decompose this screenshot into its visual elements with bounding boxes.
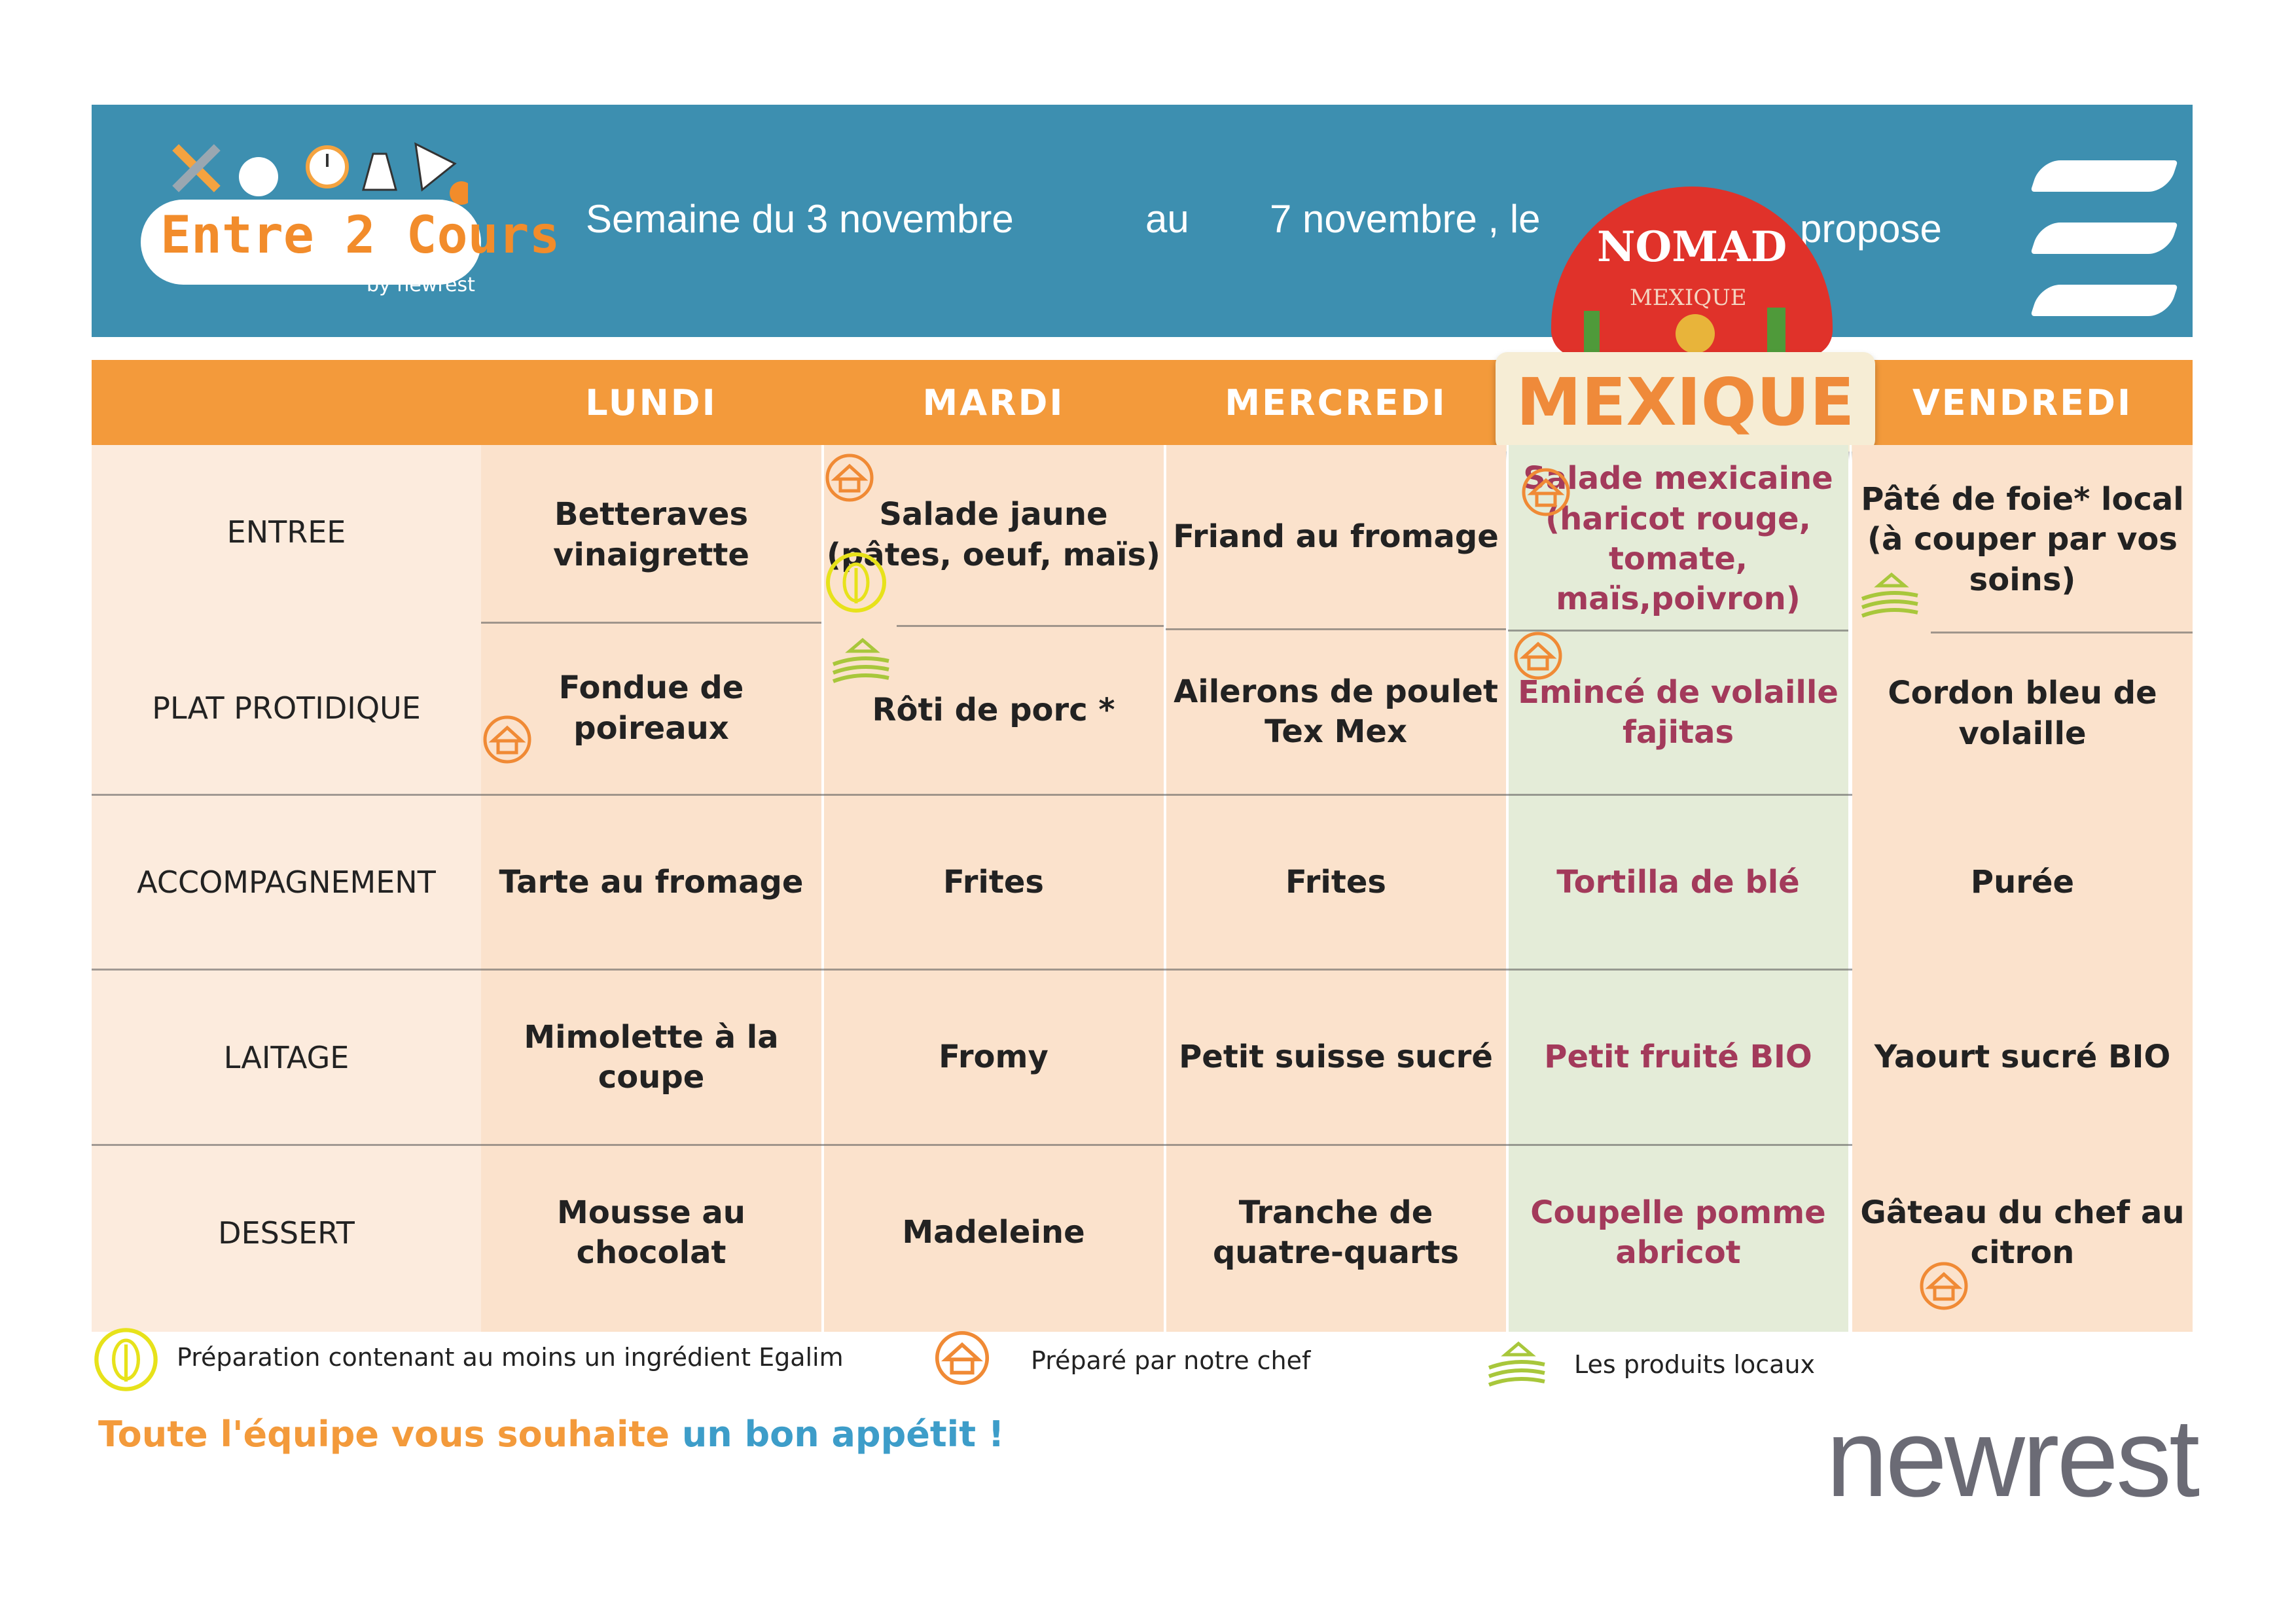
egalim-leaf-icon: [92, 1325, 160, 1394]
menu-item: Petit suisse sucré: [1179, 1039, 1493, 1076]
day-mardi: MARDI: [922, 382, 1065, 423]
newrest-mark-icon: [2036, 160, 2173, 317]
menu-item: Yaourt sucré BIO: [1874, 1039, 2171, 1076]
local-produce-icon: [1859, 569, 1921, 622]
menu-item: Friand au fromage: [1173, 518, 1499, 556]
menu-item: Rôti de porc *: [872, 691, 1115, 728]
chef-house-icon: [1918, 1260, 1970, 1312]
newrest-logo: newrest: [1826, 1396, 2198, 1520]
nomad-subtitle: MEXIQUE: [1630, 285, 1747, 311]
menu-item: Tortilla de blé: [1556, 864, 1800, 901]
week-start: Semaine du 3 novembre: [586, 197, 1014, 241]
logo-title: Entre 2 Cours: [160, 206, 560, 265]
chef-house-icon: [823, 452, 876, 504]
day-lundi: LUNDI: [585, 382, 717, 423]
row-label-entree: ENTREE: [226, 514, 346, 550]
col-separator: [1507, 445, 1509, 1332]
day-mercredi: MERCREDI: [1225, 382, 1447, 423]
egalim-leaf-icon: [823, 550, 889, 615]
menu-item: Mimolette à la coupe: [524, 1018, 779, 1096]
week-au: au: [1145, 197, 1189, 241]
legend-local: Les produits locaux: [1574, 1350, 1816, 1379]
menu-item: Mousse au chocolat: [557, 1194, 745, 1271]
footer-message-blue: un bon appétit !: [681, 1414, 1005, 1455]
row-divider: [481, 622, 821, 624]
chef-house-icon: [1520, 466, 1572, 518]
legend-egalim: Préparation contenant au moins un ingrédient Egalim: [177, 1343, 844, 1372]
menu-item: Emincé de volaille fajitas: [1518, 673, 1839, 751]
menu-item: Tarte au fromage: [499, 864, 804, 901]
row-label-accompagnement: ACCOMPAGNEMENT: [137, 865, 436, 900]
menu-item: Frites: [943, 864, 1044, 901]
day-mexique: MEXIQUE: [1496, 352, 1875, 452]
footer-message-orange: Toute l'équipe vous souhaite: [98, 1414, 670, 1455]
nomad-mexique-badge: [1551, 187, 1833, 357]
local-produce-icon: [1486, 1338, 1548, 1391]
menu-item: Coupelle pomme abricot: [1530, 1194, 1826, 1271]
legend-chef: Préparé par notre chef: [1031, 1346, 1311, 1375]
menu-item: Fondue de poireaux: [558, 669, 744, 747]
week-propose: propose: [1800, 207, 1942, 251]
week-end: 7 novembre , le: [1270, 197, 1541, 241]
menu-item: Ailerons de poulet Tex Mex: [1174, 673, 1498, 750]
col-separator: [1164, 445, 1166, 1332]
menu-item: Cordon bleu de volaille: [1888, 675, 2157, 752]
menu-item: Salade mexicaine (haricot rouge, tomate, maïs,poivron): [1523, 460, 1833, 618]
menu-item: Tranche de quatre-quarts: [1212, 1194, 1460, 1271]
menu-item: Salade jaune (pâtes, oeuf, maïs): [827, 496, 1160, 573]
col-separator: [1850, 445, 1852, 1332]
logo-by-newrest: by newrest: [367, 274, 475, 296]
day-vendredi: VENDREDI: [1912, 382, 2133, 423]
menu-item: Pâté de foie* local (à couper par vos soins): [1861, 480, 2184, 598]
menu-item: Fromy: [939, 1039, 1049, 1076]
menu-item: Gâteau du chef au citron: [1860, 1194, 2185, 1271]
cactus-icon: [1571, 304, 1820, 357]
local-produce-icon: [830, 635, 892, 687]
row-label-laitage: LAITAGE: [223, 1039, 350, 1075]
chef-house-icon: [933, 1329, 992, 1387]
footer-message: [98, 1414, 1004, 1455]
chef-house-icon: [1512, 630, 1564, 682]
nomad-title: NOMAD: [1597, 223, 1787, 272]
menu-item: Madeleine: [902, 1214, 1085, 1251]
menu-item: Petit fruité BIO: [1544, 1039, 1812, 1076]
menu-item: Purée: [1970, 864, 2075, 901]
chef-house-icon: [481, 713, 533, 766]
kitchen-tools-icon: [154, 137, 468, 209]
menu-item: Frites: [1285, 864, 1386, 901]
row-label-plat: PLAT PROTIDIQUE: [152, 690, 421, 726]
entre-2-cours-logo: [141, 137, 560, 321]
row-label-dessert: DESSERT: [218, 1215, 355, 1251]
menu-item: Betteraves vinaigrette: [553, 496, 749, 573]
